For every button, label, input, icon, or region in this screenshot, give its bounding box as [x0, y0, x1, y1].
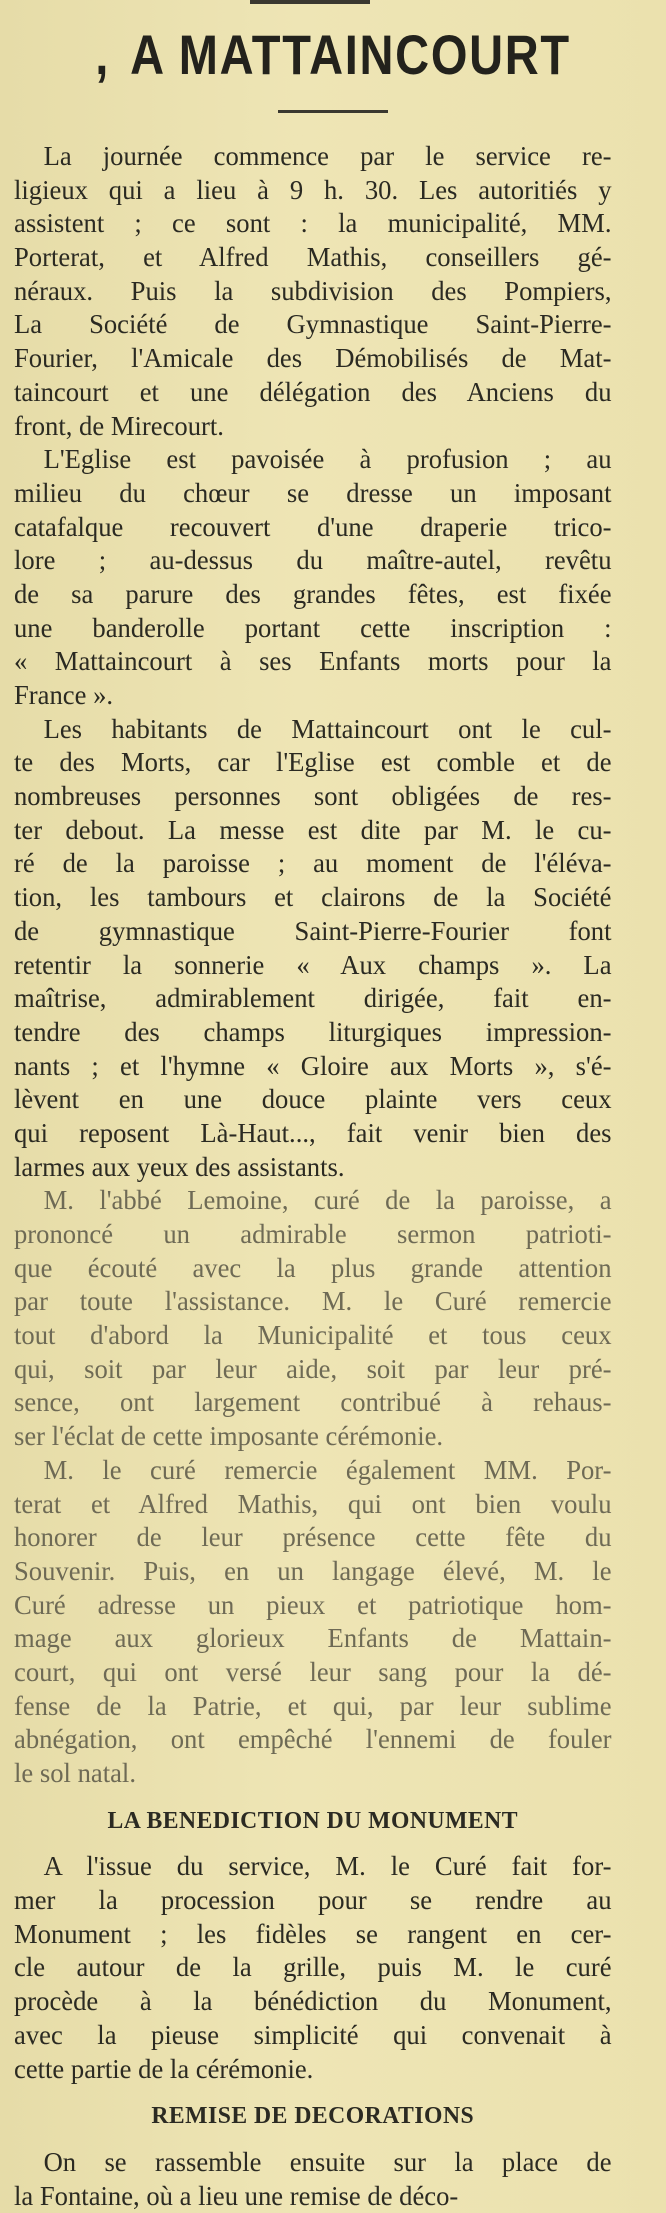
- text-line: tion, les tambours et clairons de la Société: [14, 882, 612, 913]
- text-line: A l'issue du service, M. le Curé fait for-: [43, 1851, 612, 1882]
- text-line: La Société de Gymnastique Saint-Pierre-: [14, 309, 612, 340]
- text-line: te des Morts, car l'Eglise est comble et de: [14, 747, 612, 778]
- text-line: retentir la sonnerie « Aux champs ». La: [14, 949, 612, 980]
- text-line: Fourier, l'Amicale des Démobilisés de Mat-: [14, 343, 612, 374]
- text-line: honorer de leur présence cette fête du: [14, 1522, 612, 1553]
- paragraph: [14, 1184, 612, 1454]
- text-line: ligieux qui a lieu à 9 h. 30. Les autoritiés y: [14, 174, 612, 205]
- text-line: France ».: [14, 680, 114, 710]
- text-line: M. l'abbé Lemoine, curé de la paroisse, a: [43, 1185, 612, 1216]
- text-line: la Fontaine, où a lieu une remise de déco-: [14, 2180, 459, 2211]
- text-line: que écouté avec la plus grande attention: [14, 1252, 612, 1283]
- text-line: prononcé un admirable sermon patrioti-: [14, 1219, 612, 1249]
- section-decorations-text: [14, 2146, 612, 2213]
- text-line: Monument ; les fidèles se rangent en cer-: [14, 1918, 612, 1949]
- text-line: par toute l'assistance. M. le Curé remercie: [14, 1286, 612, 1317]
- text-line: néraux. Puis la subdivision des Pompiers,: [14, 275, 612, 306]
- paragraph: [14, 140, 612, 443]
- article-body: [14, 140, 612, 2213]
- text-line: de sa parure des grandes fêtes, est fixée: [14, 578, 612, 609]
- text-line: tendre des champs liturgiques impression-: [14, 1016, 612, 1047]
- article-paragraphs: [14, 140, 612, 1791]
- text-line: Curé adresse un pieux et patriotique hom-: [14, 1589, 612, 1620]
- text-line: L'Eglise est pavoisée à profusion ; au: [43, 444, 612, 475]
- text-line: catafalque recouvert d'une draperie trico-: [14, 511, 612, 542]
- text-line: mer la procession pour se rendre au: [14, 1885, 612, 1916]
- text-line: de gymnastique Saint-Pierre-Fourier font: [14, 915, 612, 946]
- text-line: court, qui ont versé leur sang pour la dé-: [14, 1656, 612, 1687]
- text-line: ré de la paroisse ; au moment de l'éléva-: [14, 848, 612, 879]
- paragraph: [14, 443, 612, 713]
- text-line: qui reposent Là-Haut..., fait venir bien des: [14, 1117, 612, 1148]
- text-line: maîtrise, admirablement dirigée, fait en-: [14, 983, 612, 1014]
- text-line: front, de Mirecourt.: [14, 410, 224, 441]
- text-line: Souvenir. Puis, en un langage élevé, M. le: [14, 1555, 612, 1586]
- text-line: cle autour de la grille, puis M. le curé: [14, 1952, 612, 1983]
- top-rule: [250, 0, 370, 4]
- text-line: une banderolle portant cette inscription :: [14, 612, 612, 643]
- headline: [53, 22, 612, 87]
- headline-rule: [278, 110, 388, 113]
- text-line: ter debout. La messe est dite par M. le cu-: [14, 814, 612, 845]
- text-line: fense de la Patrie, et qui, par leur sublime: [14, 1690, 612, 1721]
- text-line: procède à la bénédiction du Monument,: [14, 1986, 612, 2017]
- text-line: On se rassemble ensuite sur la place de: [43, 2146, 612, 2177]
- text-line: Les habitants de Mattaincourt ont le cul-: [43, 713, 612, 744]
- text-line: assistent ; ce sont : la municipalité, MM.: [14, 208, 612, 239]
- section-title-benediction: LA BENEDICTION DU MONUMENT: [107, 1807, 519, 1834]
- text-line: cette partie de la cérémonie.: [14, 2053, 314, 2084]
- text-line: M. le curé remercie également MM. Por-: [43, 1454, 612, 1485]
- text-line: le sol natal.: [14, 1758, 136, 1788]
- text-line: La journée commence par le service re-: [43, 141, 612, 171]
- text-line: mage aux glorieux Enfants de Mattain-: [14, 1623, 612, 1654]
- text-line: qui, soit par leur aide, soit par leur pré-: [14, 1353, 612, 1384]
- paragraph: [14, 1454, 612, 1791]
- headline-title: A MATTAINCOURT: [130, 23, 571, 86]
- section-benediction-text: [14, 1850, 612, 2086]
- text-line: « Mattaincourt à ses Enfants morts pour la: [14, 646, 612, 677]
- text-line: nombreuses personnes sont obligées de res-: [14, 781, 612, 812]
- text-line: terat et Alfred Mathis, qui ont bien voulu: [14, 1488, 612, 1519]
- text-line: avec la pieuse simplicité qui convenait à: [14, 2019, 612, 2050]
- text-line: taincourt et une délégation des Anciens du: [14, 376, 612, 407]
- paragraph: [14, 713, 612, 1185]
- text-line: lore ; au-dessus du maître-autel, revêtu: [14, 545, 612, 576]
- text-line: abnégation, ont empêché l'ennemi de fouler: [14, 1724, 612, 1755]
- section-title-decorations: REMISE DE DECORATIONS: [151, 2103, 475, 2130]
- text-line: lèvent en une douce plainte vers ceux: [14, 1084, 612, 1115]
- text-line: tout d'abord la Municipalité et tous ceux: [14, 1320, 612, 1351]
- text-line: ser l'éclat de cette imposante cérémonie.: [14, 1421, 444, 1452]
- text-line: Porterat, et Alfred Mathis, conseillers gé-: [14, 242, 612, 273]
- text-line: larmes aux yeux des assistants.: [14, 1151, 345, 1182]
- text-line: sence, ont largement contribué à rehaus-: [14, 1387, 612, 1418]
- headline-mark: ,: [95, 23, 110, 86]
- text-line: nants ; et l'hymne « Gloire aux Morts », s'é-: [14, 1050, 612, 1081]
- text-line: milieu du chœur se dresse un imposant: [14, 477, 612, 508]
